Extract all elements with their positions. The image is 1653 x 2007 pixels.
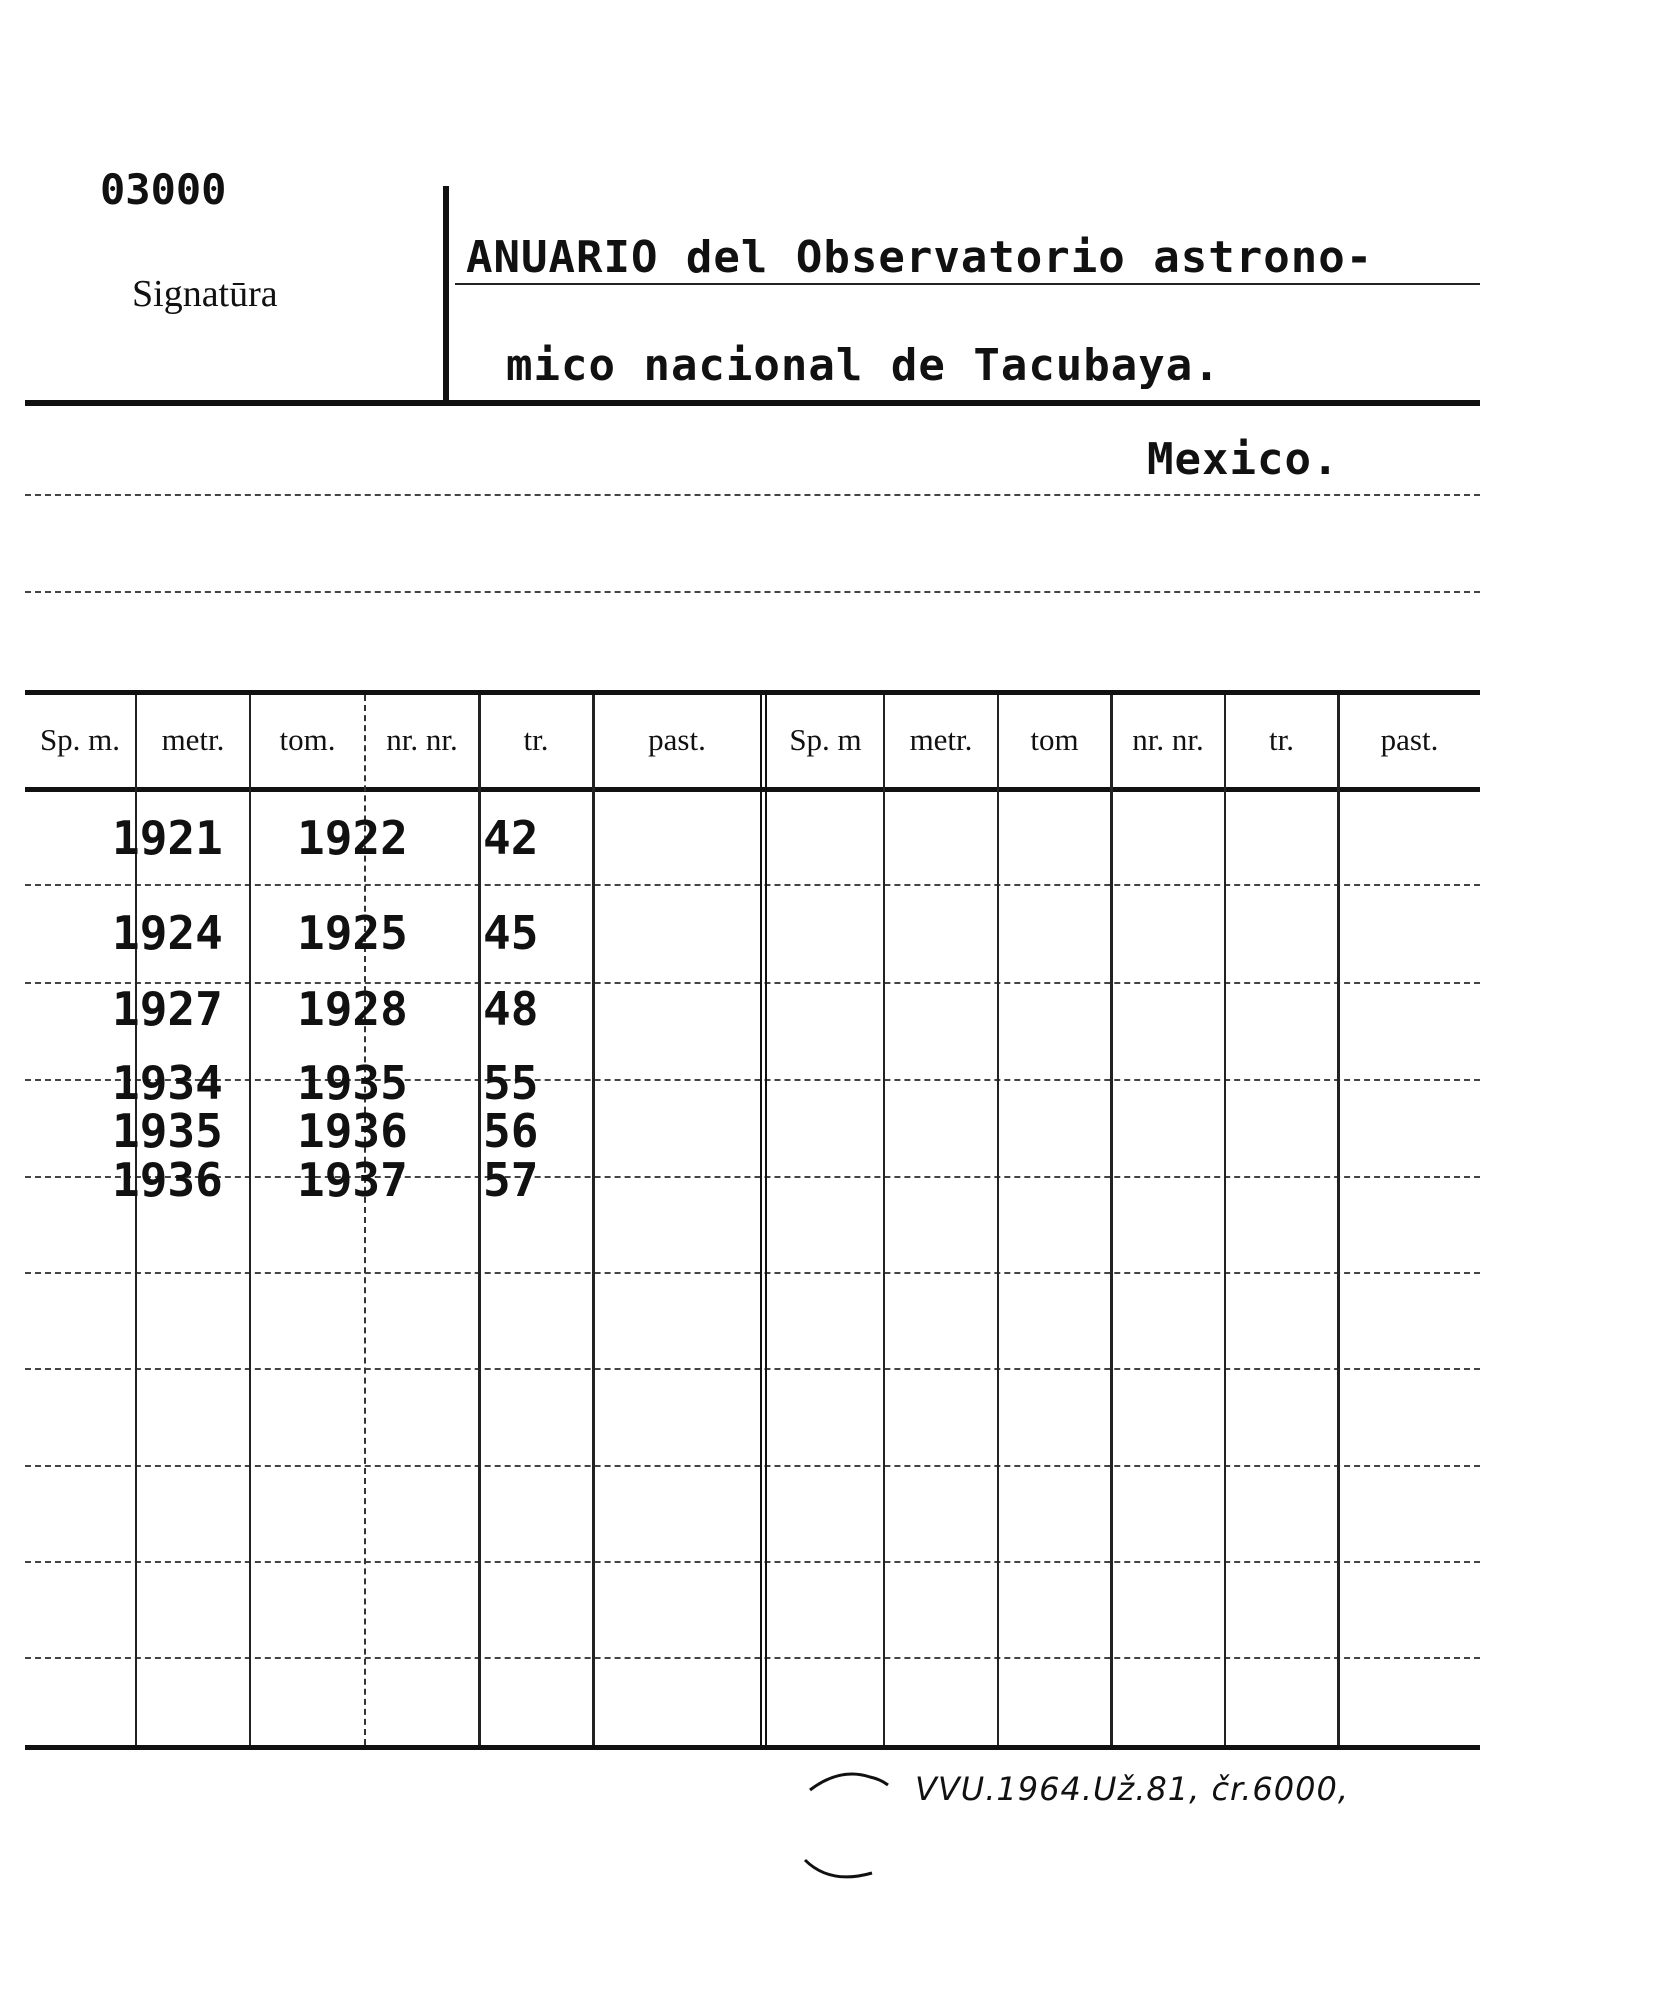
col-header-metr-right: metr. xyxy=(909,722,973,757)
row-line xyxy=(25,982,1480,984)
row-line xyxy=(25,884,1480,886)
title-line-3: Mexico. xyxy=(1147,434,1340,485)
entry-tom: 1928 xyxy=(297,982,408,1036)
row-line xyxy=(25,1561,1480,1563)
entry-tr: 48 xyxy=(483,982,539,1036)
entry-sp: 1935 xyxy=(112,1104,223,1158)
handwritten-note: VVU.1964.Už.81, čr.6000, xyxy=(915,1770,1350,1808)
signature-label: Signatūra xyxy=(132,273,278,315)
entry-tr: 55 xyxy=(483,1056,539,1110)
entry-tom: 1922 xyxy=(297,811,408,865)
row-line xyxy=(25,1368,1480,1370)
entry-sp: 1934 xyxy=(112,1056,223,1110)
row-line xyxy=(25,1272,1480,1274)
column-line xyxy=(249,695,251,1745)
title-underline-1 xyxy=(455,283,1480,285)
col-header-metr: metr. xyxy=(161,722,225,757)
column-line xyxy=(478,695,481,1745)
table-bottom-rule xyxy=(25,1745,1480,1750)
row-line xyxy=(25,1176,1480,1178)
column-line xyxy=(1110,695,1113,1745)
handwritten-bracket-mark xyxy=(800,1755,920,1895)
title-line-2: mico nacional de Tacubaya. xyxy=(506,340,1221,391)
title-line-1: ANUARIO del Observatorio astrono- xyxy=(466,232,1374,283)
entry-tr: 56 xyxy=(483,1104,539,1158)
table-center-divider xyxy=(760,695,767,1745)
entry-tr: 42 xyxy=(483,811,539,865)
column-line xyxy=(997,695,999,1745)
entry-sp: 1924 xyxy=(112,906,223,960)
entry-sp: 1927 xyxy=(112,982,223,1036)
col-header-tom-right: tom xyxy=(1030,722,1079,757)
entry-sp: 1921 xyxy=(112,811,223,865)
ruled-line xyxy=(25,494,1480,496)
entry-sp: 1936 xyxy=(112,1153,223,1207)
signature-divider xyxy=(443,186,449,401)
col-header-nr-right: nr. nr. xyxy=(1132,722,1204,757)
col-header-nr: nr. nr. xyxy=(386,722,458,757)
entry-tom: 1935 xyxy=(297,1056,408,1110)
header-rule xyxy=(25,400,1480,406)
col-header-tr: tr. xyxy=(523,722,549,757)
entry-tr: 57 xyxy=(483,1153,539,1207)
column-line xyxy=(1337,695,1340,1745)
row-line xyxy=(25,1079,1480,1081)
table-header-rule xyxy=(25,787,1480,792)
entry-tr: 45 xyxy=(483,906,539,960)
col-header-past: past. xyxy=(648,722,706,757)
col-header-sp-right: Sp. m xyxy=(789,722,862,757)
column-line xyxy=(883,695,885,1745)
col-header-past-right: past. xyxy=(1380,722,1439,757)
row-line xyxy=(25,1657,1480,1659)
table-top-rule xyxy=(25,690,1480,695)
entry-tom: 1937 xyxy=(297,1153,408,1207)
ruled-line xyxy=(25,591,1480,593)
column-line xyxy=(592,695,595,1745)
column-line xyxy=(1224,695,1226,1745)
col-header-tr-right: tr. xyxy=(1269,722,1294,757)
entry-tom: 1925 xyxy=(297,906,408,960)
entry-tom: 1936 xyxy=(297,1104,408,1158)
signature-number: 03000 xyxy=(100,165,227,214)
col-header-sp: Sp. m. xyxy=(39,722,121,757)
col-header-tom: tom. xyxy=(279,722,336,757)
row-line xyxy=(25,1465,1480,1467)
